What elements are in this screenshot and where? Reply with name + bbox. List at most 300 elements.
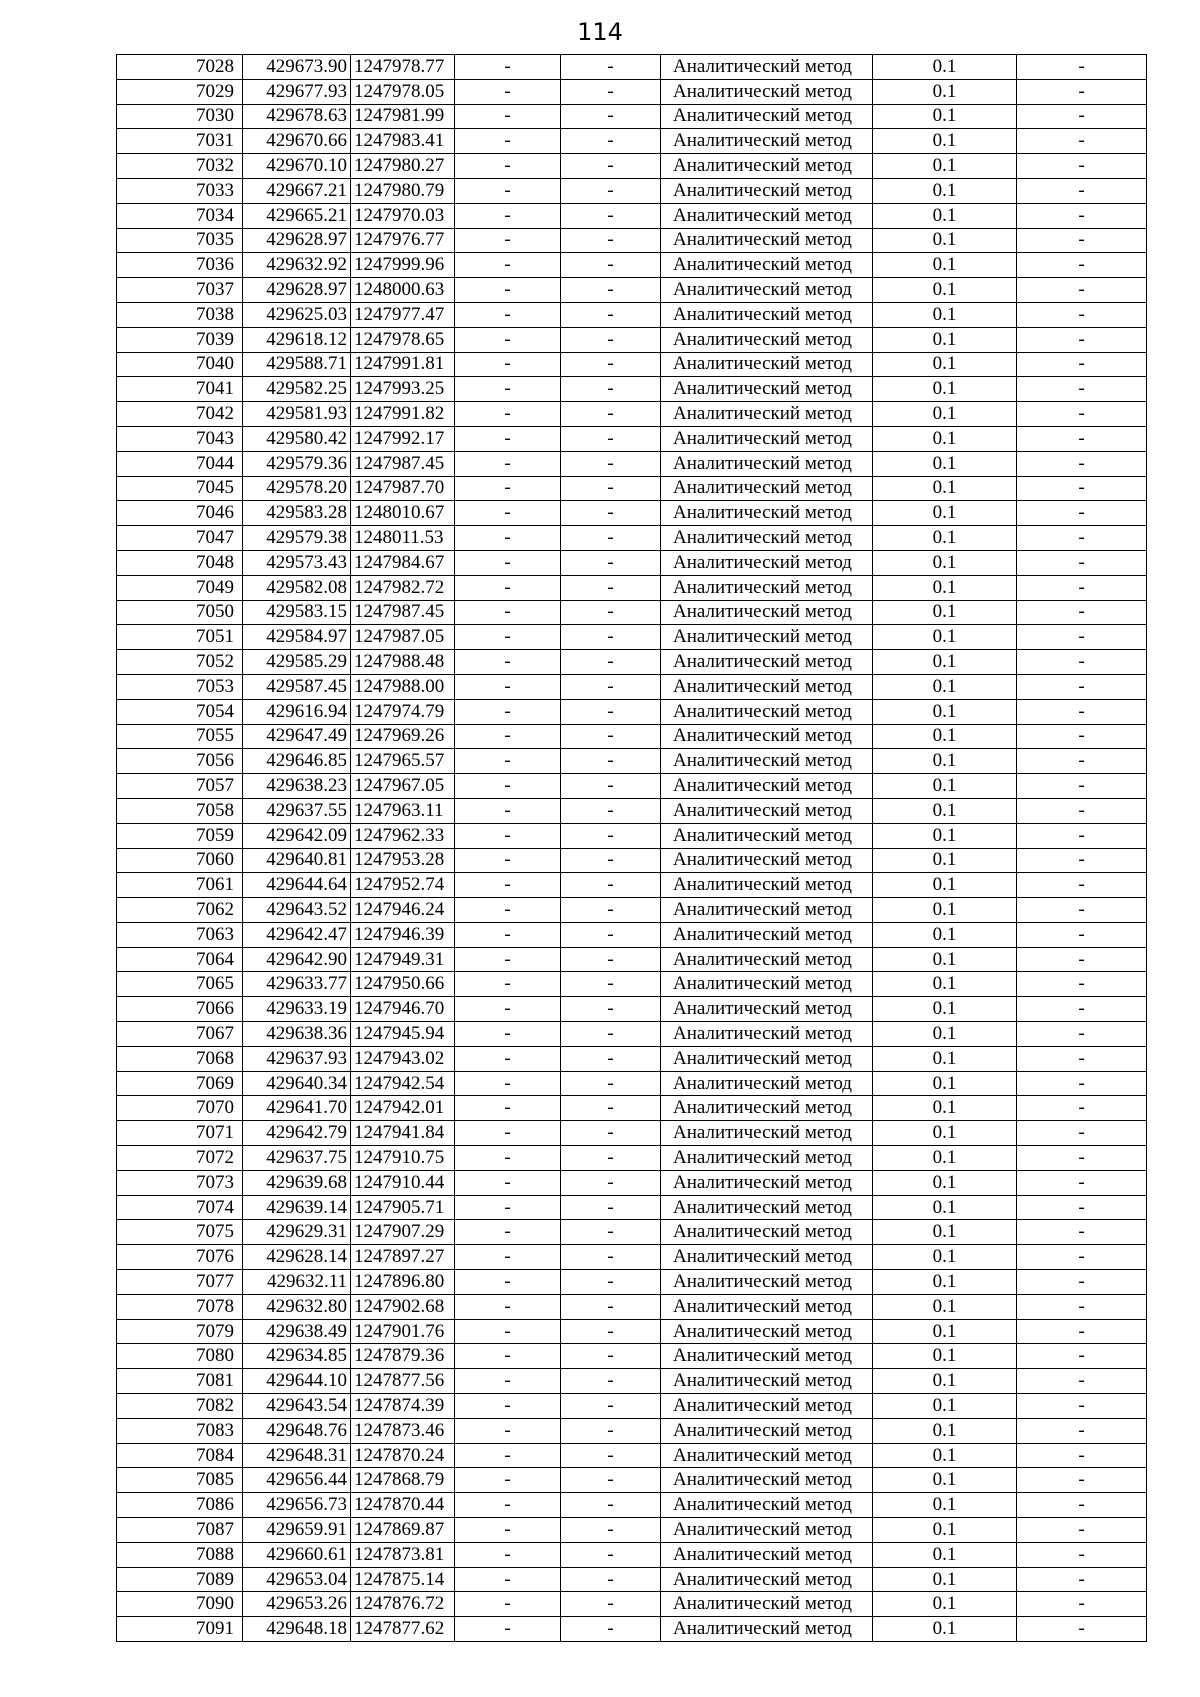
table-row <box>117 228 1147 253</box>
table-row <box>117 1592 1147 1617</box>
method-cell: Аналитический метод <box>661 327 873 352</box>
dash-cell: - <box>561 774 661 799</box>
y-coordinate-cell: 1247988.00 <box>351 674 455 699</box>
point-number-cell: 7077 <box>117 1270 243 1295</box>
accuracy-cell: 0.1 <box>873 1046 1017 1071</box>
accuracy-cell: 0.1 <box>873 1220 1017 1245</box>
y-coordinate-cell: 1247978.77 <box>351 55 455 80</box>
dash-cell: - <box>1017 1121 1147 1146</box>
dash-cell: - <box>561 1418 661 1443</box>
dash-cell: - <box>1017 550 1147 575</box>
table-row <box>117 327 1147 352</box>
dash-cell: - <box>1017 823 1147 848</box>
x-coordinate-cell: 429644.64 <box>243 873 351 898</box>
dash-cell: - <box>561 203 661 228</box>
y-coordinate-cell: 1247870.44 <box>351 1493 455 1518</box>
x-coordinate-cell: 429641.70 <box>243 1096 351 1121</box>
accuracy-cell: 0.1 <box>873 1195 1017 1220</box>
dash-cell: - <box>455 997 561 1022</box>
table-row <box>117 625 1147 650</box>
point-number-cell: 7061 <box>117 873 243 898</box>
method-cell: Аналитический метод <box>661 1121 873 1146</box>
y-coordinate-cell: 1247991.82 <box>351 402 455 427</box>
dash-cell: - <box>561 575 661 600</box>
accuracy-cell: 0.1 <box>873 823 1017 848</box>
method-cell: Аналитический метод <box>661 749 873 774</box>
dash-cell: - <box>561 674 661 699</box>
dash-cell: - <box>561 476 661 501</box>
table-row <box>117 699 1147 724</box>
dash-cell: - <box>455 476 561 501</box>
dash-cell: - <box>455 178 561 203</box>
dash-cell: - <box>1017 178 1147 203</box>
accuracy-cell: 0.1 <box>873 1270 1017 1295</box>
dash-cell: - <box>561 1270 661 1295</box>
x-coordinate-cell: 429625.03 <box>243 302 351 327</box>
dash-cell: - <box>561 1493 661 1518</box>
method-cell: Аналитический метод <box>661 1394 873 1419</box>
accuracy-cell: 0.1 <box>873 253 1017 278</box>
dash-cell: - <box>561 997 661 1022</box>
y-coordinate-cell: 1247902.68 <box>351 1294 455 1319</box>
y-coordinate-cell: 1247942.54 <box>351 1071 455 1096</box>
dash-cell: - <box>561 1121 661 1146</box>
method-cell: Аналитический метод <box>661 699 873 724</box>
dash-cell: - <box>561 104 661 129</box>
method-cell: Аналитический метод <box>661 798 873 823</box>
point-number-cell: 7081 <box>117 1369 243 1394</box>
x-coordinate-cell: 429653.26 <box>243 1592 351 1617</box>
accuracy-cell: 0.1 <box>873 1071 1017 1096</box>
point-number-cell: 7031 <box>117 129 243 154</box>
point-number-cell: 7039 <box>117 327 243 352</box>
y-coordinate-cell: 1247987.70 <box>351 476 455 501</box>
x-coordinate-cell: 429582.25 <box>243 377 351 402</box>
dash-cell: - <box>1017 575 1147 600</box>
dash-cell: - <box>1017 1443 1147 1468</box>
method-cell: Аналитический метод <box>661 55 873 80</box>
x-coordinate-cell: 429632.80 <box>243 1294 351 1319</box>
point-number-cell: 7055 <box>117 724 243 749</box>
table-row <box>117 575 1147 600</box>
table-row <box>117 873 1147 898</box>
dash-cell: - <box>1017 997 1147 1022</box>
dash-cell: - <box>455 1170 561 1195</box>
dash-cell: - <box>561 426 661 451</box>
accuracy-cell: 0.1 <box>873 327 1017 352</box>
dash-cell: - <box>1017 1418 1147 1443</box>
method-cell: Аналитический метод <box>661 501 873 526</box>
method-cell: Аналитический метод <box>661 997 873 1022</box>
table-row <box>117 377 1147 402</box>
dash-cell: - <box>455 129 561 154</box>
point-number-cell: 7078 <box>117 1294 243 1319</box>
dash-cell: - <box>1017 972 1147 997</box>
y-coordinate-cell: 1247905.71 <box>351 1195 455 1220</box>
x-coordinate-cell: 429653.04 <box>243 1567 351 1592</box>
point-number-cell: 7071 <box>117 1121 243 1146</box>
accuracy-cell: 0.1 <box>873 650 1017 675</box>
method-cell: Аналитический метод <box>661 1270 873 1295</box>
method-cell: Аналитический метод <box>661 1170 873 1195</box>
accuracy-cell: 0.1 <box>873 798 1017 823</box>
x-coordinate-cell: 429642.47 <box>243 922 351 947</box>
point-number-cell: 7091 <box>117 1617 243 1642</box>
dash-cell: - <box>561 129 661 154</box>
table-row <box>117 154 1147 179</box>
table-row <box>117 1443 1147 1468</box>
dash-cell: - <box>561 550 661 575</box>
y-coordinate-cell: 1247869.87 <box>351 1518 455 1543</box>
dash-cell: - <box>455 253 561 278</box>
dash-cell: - <box>561 228 661 253</box>
point-number-cell: 7083 <box>117 1418 243 1443</box>
y-coordinate-cell: 1247941.84 <box>351 1121 455 1146</box>
table-row <box>117 1518 1147 1543</box>
method-cell: Аналитический метод <box>661 600 873 625</box>
method-cell: Аналитический метод <box>661 1294 873 1319</box>
dash-cell: - <box>455 650 561 675</box>
dash-cell: - <box>1017 749 1147 774</box>
x-coordinate-cell: 429648.18 <box>243 1617 351 1642</box>
y-coordinate-cell: 1248010.67 <box>351 501 455 526</box>
y-coordinate-cell: 1247967.05 <box>351 774 455 799</box>
table-row <box>117 1319 1147 1344</box>
method-cell: Аналитический метод <box>661 1344 873 1369</box>
dash-cell: - <box>1017 724 1147 749</box>
table-row <box>117 674 1147 699</box>
dash-cell: - <box>1017 1170 1147 1195</box>
accuracy-cell: 0.1 <box>873 1121 1017 1146</box>
dash-cell: - <box>1017 1220 1147 1245</box>
method-cell: Аналитический метод <box>661 426 873 451</box>
dash-cell: - <box>1017 1542 1147 1567</box>
accuracy-cell: 0.1 <box>873 997 1017 1022</box>
y-coordinate-cell: 1247953.28 <box>351 848 455 873</box>
point-number-cell: 7068 <box>117 1046 243 1071</box>
y-coordinate-cell: 1247980.27 <box>351 154 455 179</box>
point-number-cell: 7042 <box>117 402 243 427</box>
x-coordinate-cell: 429628.97 <box>243 278 351 303</box>
y-coordinate-cell: 1247907.29 <box>351 1220 455 1245</box>
x-coordinate-cell: 429642.79 <box>243 1121 351 1146</box>
accuracy-cell: 0.1 <box>873 898 1017 923</box>
dash-cell: - <box>1017 302 1147 327</box>
x-coordinate-cell: 429639.14 <box>243 1195 351 1220</box>
accuracy-cell: 0.1 <box>873 154 1017 179</box>
dash-cell: - <box>1017 1592 1147 1617</box>
dash-cell: - <box>1017 377 1147 402</box>
dash-cell: - <box>455 327 561 352</box>
coordinates-table <box>116 54 1147 1642</box>
dash-cell: - <box>1017 203 1147 228</box>
dash-cell: - <box>1017 774 1147 799</box>
dash-cell: - <box>455 1022 561 1047</box>
table-row <box>117 476 1147 501</box>
dash-cell: - <box>561 749 661 774</box>
dash-cell: - <box>561 1592 661 1617</box>
point-number-cell: 7034 <box>117 203 243 228</box>
dash-cell: - <box>1017 798 1147 823</box>
point-number-cell: 7045 <box>117 476 243 501</box>
dash-cell: - <box>455 1567 561 1592</box>
table-row <box>117 1617 1147 1642</box>
method-cell: Аналитический метод <box>661 129 873 154</box>
y-coordinate-cell: 1247982.72 <box>351 575 455 600</box>
y-coordinate-cell: 1247980.79 <box>351 178 455 203</box>
y-coordinate-cell: 1247983.41 <box>351 129 455 154</box>
dash-cell: - <box>561 798 661 823</box>
dash-cell: - <box>1017 600 1147 625</box>
table-row <box>117 1344 1147 1369</box>
dash-cell: - <box>561 302 661 327</box>
dash-cell: - <box>455 451 561 476</box>
method-cell: Аналитический метод <box>661 1443 873 1468</box>
method-cell: Аналитический метод <box>661 1096 873 1121</box>
dash-cell: - <box>455 1542 561 1567</box>
table-row <box>117 947 1147 972</box>
dash-cell: - <box>455 1369 561 1394</box>
dash-cell: - <box>1017 129 1147 154</box>
dash-cell: - <box>561 1170 661 1195</box>
method-cell: Аналитический метод <box>661 154 873 179</box>
x-coordinate-cell: 429656.73 <box>243 1493 351 1518</box>
dash-cell: - <box>1017 1617 1147 1642</box>
dash-cell: - <box>1017 451 1147 476</box>
point-number-cell: 7047 <box>117 526 243 551</box>
table-row <box>117 501 1147 526</box>
dash-cell: - <box>561 1220 661 1245</box>
dash-cell: - <box>455 625 561 650</box>
y-coordinate-cell: 1247984.67 <box>351 550 455 575</box>
dash-cell: - <box>561 253 661 278</box>
x-coordinate-cell: 429582.08 <box>243 575 351 600</box>
dash-cell: - <box>561 501 661 526</box>
table-row <box>117 749 1147 774</box>
y-coordinate-cell: 1247977.47 <box>351 302 455 327</box>
x-coordinate-cell: 429667.21 <box>243 178 351 203</box>
dash-cell: - <box>455 947 561 972</box>
accuracy-cell: 0.1 <box>873 550 1017 575</box>
dash-cell: - <box>561 154 661 179</box>
y-coordinate-cell: 1247946.24 <box>351 898 455 923</box>
accuracy-cell: 0.1 <box>873 1096 1017 1121</box>
accuracy-cell: 0.1 <box>873 178 1017 203</box>
dash-cell: - <box>455 352 561 377</box>
accuracy-cell: 0.1 <box>873 1146 1017 1171</box>
dash-cell: - <box>455 203 561 228</box>
method-cell: Аналитический метод <box>661 1567 873 1592</box>
x-coordinate-cell: 429629.31 <box>243 1220 351 1245</box>
accuracy-cell: 0.1 <box>873 749 1017 774</box>
accuracy-cell: 0.1 <box>873 426 1017 451</box>
x-coordinate-cell: 429637.55 <box>243 798 351 823</box>
dash-cell: - <box>455 1468 561 1493</box>
y-coordinate-cell: 1247870.24 <box>351 1443 455 1468</box>
dash-cell: - <box>561 1195 661 1220</box>
point-number-cell: 7035 <box>117 228 243 253</box>
table-row <box>117 774 1147 799</box>
x-coordinate-cell: 429628.97 <box>243 228 351 253</box>
method-cell: Аналитический метод <box>661 724 873 749</box>
dash-cell: - <box>1017 1146 1147 1171</box>
method-cell: Аналитический метод <box>661 774 873 799</box>
dash-cell: - <box>561 1518 661 1543</box>
x-coordinate-cell: 429638.49 <box>243 1319 351 1344</box>
accuracy-cell: 0.1 <box>873 476 1017 501</box>
x-coordinate-cell: 429578.20 <box>243 476 351 501</box>
point-number-cell: 7074 <box>117 1195 243 1220</box>
y-coordinate-cell: 1247873.81 <box>351 1542 455 1567</box>
y-coordinate-cell: 1247974.79 <box>351 699 455 724</box>
table-row <box>117 1493 1147 1518</box>
point-number-cell: 7052 <box>117 650 243 675</box>
dash-cell: - <box>1017 898 1147 923</box>
x-coordinate-cell: 429634.85 <box>243 1344 351 1369</box>
method-cell: Аналитический метод <box>661 674 873 699</box>
y-coordinate-cell: 1247987.45 <box>351 600 455 625</box>
point-number-cell: 7090 <box>117 1592 243 1617</box>
accuracy-cell: 0.1 <box>873 1245 1017 1270</box>
dash-cell: - <box>455 1592 561 1617</box>
x-coordinate-cell: 429656.44 <box>243 1468 351 1493</box>
method-cell: Аналитический метод <box>661 1369 873 1394</box>
dash-cell: - <box>1017 104 1147 129</box>
x-coordinate-cell: 429643.54 <box>243 1394 351 1419</box>
table-row <box>117 550 1147 575</box>
dash-cell: - <box>455 1493 561 1518</box>
dash-cell: - <box>455 922 561 947</box>
dash-cell: - <box>1017 848 1147 873</box>
dash-cell: - <box>455 1418 561 1443</box>
x-coordinate-cell: 429646.85 <box>243 749 351 774</box>
table-row <box>117 898 1147 923</box>
y-coordinate-cell: 1247897.27 <box>351 1245 455 1270</box>
y-coordinate-cell: 1247992.17 <box>351 426 455 451</box>
method-cell: Аналитический метод <box>661 1493 873 1518</box>
dash-cell: - <box>455 1443 561 1468</box>
accuracy-cell: 0.1 <box>873 377 1017 402</box>
point-number-cell: 7064 <box>117 947 243 972</box>
point-number-cell: 7030 <box>117 104 243 129</box>
y-coordinate-cell: 1247981.99 <box>351 104 455 129</box>
dash-cell: - <box>561 922 661 947</box>
dash-cell: - <box>561 699 661 724</box>
dash-cell: - <box>455 575 561 600</box>
dash-cell: - <box>1017 1195 1147 1220</box>
dash-cell: - <box>1017 1245 1147 1270</box>
x-coordinate-cell: 429660.61 <box>243 1542 351 1567</box>
dash-cell: - <box>561 972 661 997</box>
method-cell: Аналитический метод <box>661 823 873 848</box>
table-row <box>117 1245 1147 1270</box>
dash-cell: - <box>561 1071 661 1096</box>
accuracy-cell: 0.1 <box>873 79 1017 104</box>
x-coordinate-cell: 429637.75 <box>243 1146 351 1171</box>
dash-cell: - <box>1017 1567 1147 1592</box>
table-row <box>117 79 1147 104</box>
table-row <box>117 1022 1147 1047</box>
x-coordinate-cell: 429640.34 <box>243 1071 351 1096</box>
point-number-cell: 7056 <box>117 749 243 774</box>
point-number-cell: 7059 <box>117 823 243 848</box>
dash-cell: - <box>455 1195 561 1220</box>
table-row <box>117 1096 1147 1121</box>
dash-cell: - <box>561 1022 661 1047</box>
table-row <box>117 922 1147 947</box>
dash-cell: - <box>1017 1468 1147 1493</box>
dash-cell: - <box>455 749 561 774</box>
accuracy-cell: 0.1 <box>873 1319 1017 1344</box>
method-cell: Аналитический метод <box>661 550 873 575</box>
accuracy-cell: 0.1 <box>873 674 1017 699</box>
dash-cell: - <box>561 1369 661 1394</box>
dash-cell: - <box>455 724 561 749</box>
method-cell: Аналитический метод <box>661 178 873 203</box>
dash-cell: - <box>1017 352 1147 377</box>
accuracy-cell: 0.1 <box>873 104 1017 129</box>
y-coordinate-cell: 1247873.46 <box>351 1418 455 1443</box>
point-number-cell: 7044 <box>117 451 243 476</box>
accuracy-cell: 0.1 <box>873 1468 1017 1493</box>
point-number-cell: 7062 <box>117 898 243 923</box>
y-coordinate-cell: 1247875.14 <box>351 1567 455 1592</box>
point-number-cell: 7084 <box>117 1443 243 1468</box>
point-number-cell: 7029 <box>117 79 243 104</box>
point-number-cell: 7053 <box>117 674 243 699</box>
dash-cell: - <box>455 1046 561 1071</box>
dash-cell: - <box>561 402 661 427</box>
x-coordinate-cell: 429637.93 <box>243 1046 351 1071</box>
x-coordinate-cell: 429628.14 <box>243 1245 351 1270</box>
dash-cell: - <box>455 426 561 451</box>
point-number-cell: 7036 <box>117 253 243 278</box>
dash-cell: - <box>455 55 561 80</box>
accuracy-cell: 0.1 <box>873 947 1017 972</box>
table-row <box>117 1418 1147 1443</box>
point-number-cell: 7065 <box>117 972 243 997</box>
dash-cell: - <box>561 1443 661 1468</box>
y-coordinate-cell: 1247993.25 <box>351 377 455 402</box>
dash-cell: - <box>455 1518 561 1543</box>
method-cell: Аналитический метод <box>661 1046 873 1071</box>
x-coordinate-cell: 429579.38 <box>243 526 351 551</box>
x-coordinate-cell: 429678.63 <box>243 104 351 129</box>
x-coordinate-cell: 429665.21 <box>243 203 351 228</box>
dash-cell: - <box>1017 1394 1147 1419</box>
method-cell: Аналитический метод <box>661 650 873 675</box>
dash-cell: - <box>455 972 561 997</box>
x-coordinate-cell: 429588.71 <box>243 352 351 377</box>
dash-cell: - <box>561 278 661 303</box>
dash-cell: - <box>455 1319 561 1344</box>
method-cell: Аналитический метод <box>661 377 873 402</box>
dash-cell: - <box>455 1394 561 1419</box>
dash-cell: - <box>455 1344 561 1369</box>
dash-cell: - <box>1017 327 1147 352</box>
y-coordinate-cell: 1247952.74 <box>351 873 455 898</box>
point-number-cell: 7073 <box>117 1170 243 1195</box>
point-number-cell: 7072 <box>117 1146 243 1171</box>
table-row <box>117 1220 1147 1245</box>
table-row <box>117 1270 1147 1295</box>
accuracy-cell: 0.1 <box>873 1170 1017 1195</box>
y-coordinate-cell: 1247876.72 <box>351 1592 455 1617</box>
dash-cell: - <box>455 526 561 551</box>
x-coordinate-cell: 429587.45 <box>243 674 351 699</box>
dash-cell: - <box>1017 79 1147 104</box>
dash-cell: - <box>561 650 661 675</box>
